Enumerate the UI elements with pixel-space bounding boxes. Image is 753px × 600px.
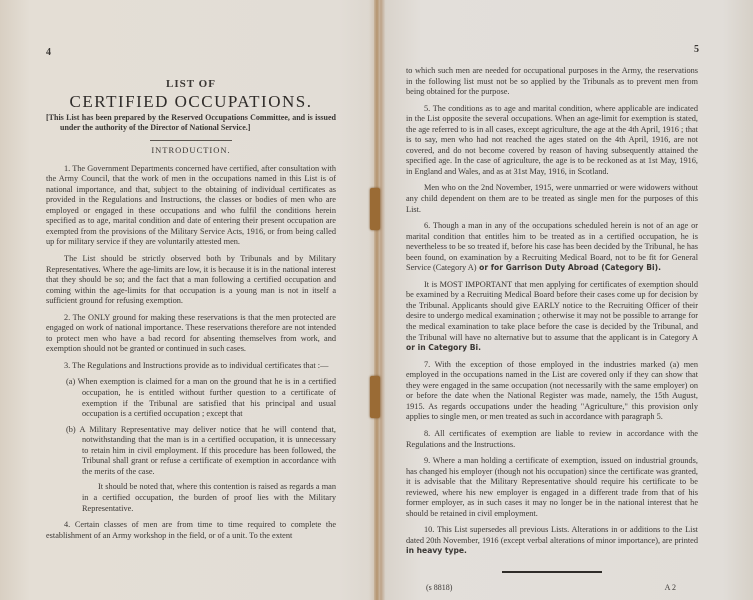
paragraph-2: 2. The ONLY ground for making these reservations is that the men protected are engaged on work of national importance. These reservations therefore are not intended to protect men who have a bad record for absenting themselves from work, and exemption should not be granted or continued in such cases. — [46, 312, 336, 354]
paragraph-6b — [406, 280, 698, 354]
paragraph-1: 1. The Government Departments concerned have certified, after consultation with the Army Council, that the work of men in the occupations named in this List is of national importance, and that, subject to the obtaining of individual certificates as provided in the Regulations and Instructions, the classes or bodies of men who are employed or engaged in these occupations and who fulfil the conditions herein specified as to age, marital condition and date of entering their present occupation are exempted from the provisions of the Military Service Acts, 1916, or from being called up for military service if they are voluntarily attested men. — [46, 163, 336, 247]
left-column — [46, 70, 336, 547]
page-number: 5 — [694, 44, 699, 55]
paragraph-1b: The List should be strictly observed both by Tribunals and by Military Representatives. Where the age-limits are low, it is because it is in the national interest that they should be so; and the fact that a man following a certified occupation and coming within the age-limits for that occupation is a young man is not in itself a sufficient ground for refusing exemption. — [46, 254, 336, 306]
sub-item-b: (b) A Military Representative may deliver notice that he will contend that, notwithstanding that the man is in a certified occupation, it is unnecessary to retain him in civil employment. If this procedure has been followed, the Tribunal shall grant or refuse a certificate of exemption in accordance with the merits of the case. — [66, 424, 336, 476]
sub-item-a: (a) When exemption is claimed for a man on the ground that he is in a certified occupation, he is entitled without further question to a certificate of exemption if the Tribunal are satisfied that his principal and usual occupation is a certified occupation ; except that — [66, 377, 336, 419]
book-gutter — [374, 0, 380, 600]
page-footer — [406, 583, 698, 597]
title-small: LIST OF — [166, 78, 216, 90]
divider — [150, 140, 232, 141]
paragraph-5b: Men who on the 2nd November, 1915, were unmarried or were widowers without any child dependent on them are to be treated as single men for the purposes of this List. — [406, 183, 698, 214]
paragraph-6 — [406, 221, 698, 274]
paragraph-6b-text: It is MOST IMPORTANT that men applying for certificates of exemption should be examined by a Recruiting Medical Board before their cases come up for decision by the Tribunal. Applicants should give EARLY notice to the Recruiting Officer of their desire to undergo medical examination ; otherwise it may not be possible to arrange for the medical examination to take place before the case is decided by the Tribunal, and the Tribunal will have no alternative but to assume that the applicant is in Category A — [406, 279, 698, 342]
paragraph-6b-heavy-type: or in Category Bi. — [406, 343, 482, 353]
page-number: 4 — [46, 47, 51, 58]
paragraph-8: 8. All certificates of exemption are liable to review in accordance with the Regulations and the Instructions. — [406, 428, 698, 449]
paragraph-5: 5. The conditions as to age and marital condition, where applicable are indicated in the List opposite the several occupations. When an age-limit for exemption is stated, the age referred to is in all cases, except agriculture, the age at the 4th April, 1916 ; that is to say, men who had not reached the ages stated on the 4th April, 1916, are not covered, and do not become covered by reason of having subsequently attained the specified age. In the case of agriculture, the age is to be reckoned as at 1st May, 1916, in England and Wales, and as at 31st May, 1916, in Scotland. — [406, 103, 698, 176]
paragraph-10-text: 10. This List supersedes all previous Lists. Alterations in or additions to the List dated 20th November, 1916 (except verbal alterations of minor importance), are printed — [406, 525, 698, 545]
sub-note: It should be noted that, where this contention is raised as regards a man in a certified occupation, the burden of proof lies with the Military Representative. — [82, 482, 336, 513]
paragraph-4: 4. Certain classes of men are from time to time required to complete the establishment of an Army workshop in the field, or of a unit. To the extent — [46, 520, 336, 540]
paragraph-10-heavy-type: in heavy type. — [406, 546, 467, 556]
paragraph-6-text: 6. Though a man in any of the occupations scheduled herein is not of an age or marital condition that entitles him to be treated as in a certified occupation, he is nevertheless to be so treated if, before his case has been decided by the Tribunal, he has been found, on examination by a Recruiting Medical Board, not to be fit for General Service (Category A) — [406, 221, 698, 273]
paragraph-7: 7. With the exception of those employed in the industries marked (a) men employed in the occupations named in the List are covered only if they can show that they were engaged in the same occupation (not necessarily with the same employer) on or before the date when the National Register was made, namely, the 15th August, 1915. As regards occupations under the heading "Agriculture," this provision only applies to single men, or men treated as such in accordance with paragraph 5. — [406, 359, 698, 422]
end-rule — [502, 571, 602, 573]
right-page — [381, 0, 753, 600]
printer-signature: (s 8818) — [426, 582, 453, 592]
section-heading: INTRODUCTION. — [151, 145, 231, 156]
sheet-mark: A 2 — [664, 582, 676, 592]
left-page — [0, 0, 372, 600]
paragraph-10 — [406, 525, 698, 557]
paragraph-6-heavy-type: or for Garrison Duty Abroad (Category Bi). — [476, 263, 661, 273]
right-column — [406, 66, 698, 597]
paragraph-4-continued: to which such men are needed for occupational purposes in the Army, the reservations in the following list must not be so applied by the Tribunals as to prevent men from being obtained for the purpose. — [406, 66, 698, 97]
paragraph-9: 9. Where a man holding a certificate of exemption, issued on industrial grounds, has changed his employer (though not his occupation) since the certificate was granted, it is advisable that the Military Representative should require his certificate to be reviewed, where his new employer is engaged in a different trade from that of his former employer, as in such cases it may no longer be in the national interest that he should be retained in civil employment. — [406, 456, 698, 518]
paragraph-3: 3. The Regulations and Instructions provide as to individual certificates that :— — [64, 360, 329, 370]
authority-note: [This List has been prepared by the Reserved Occupations Committee, and is issued under the authority of the Director of National Service.] — [46, 113, 336, 133]
page-title: CERTIFIED OCCUPATIONS. — [69, 91, 313, 111]
